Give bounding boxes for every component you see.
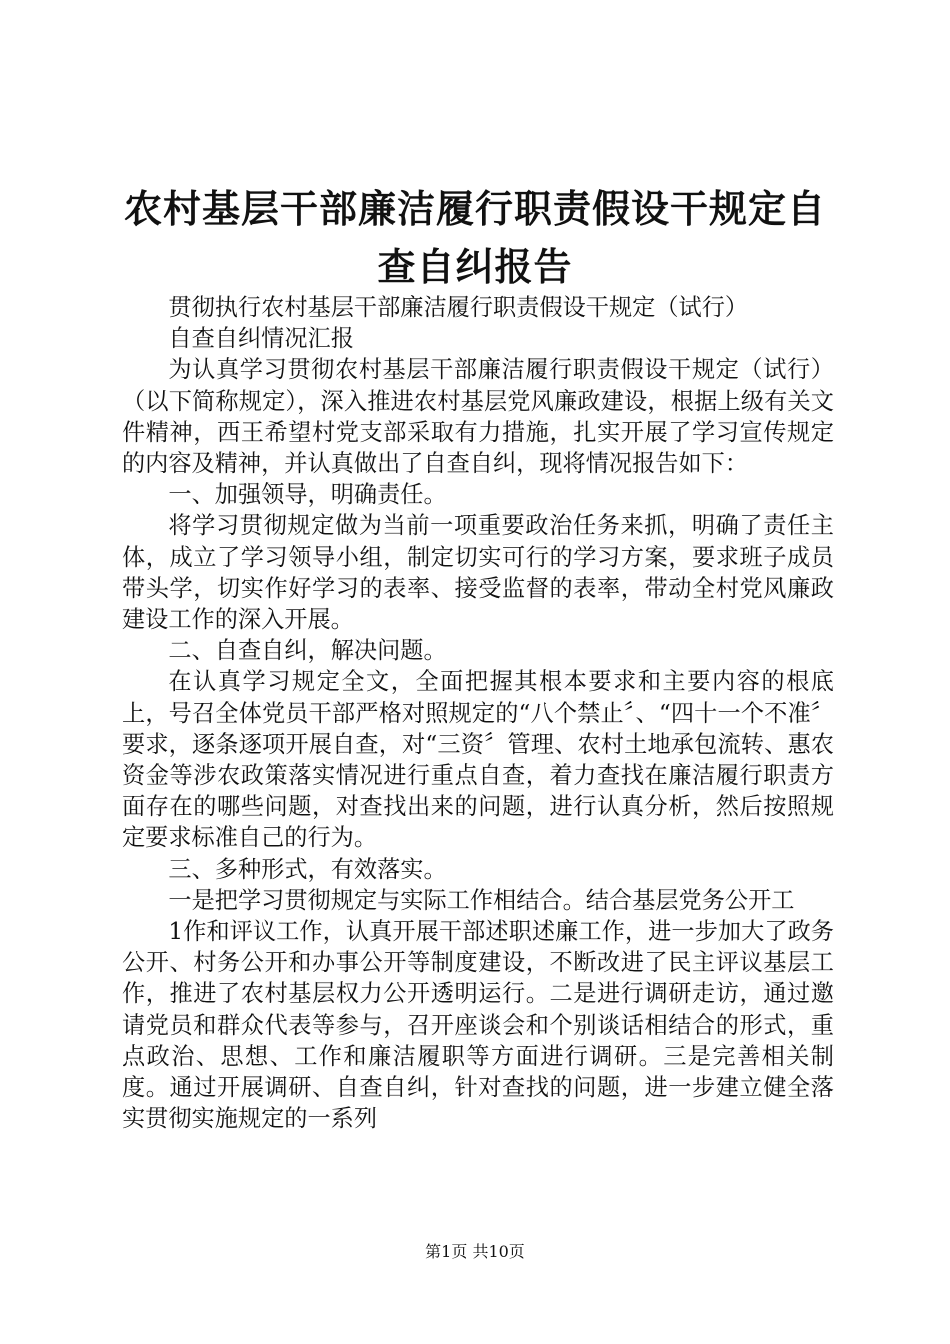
page-footer: 第1页 共10页	[425, 1242, 525, 1261]
paragraph: 在认真学习规定全文，全面把握其根本要求和主要内容的根底上，号召全体党员干部严格对照规定的“八个禁止〞、“四十一个不准〞要求，逐条逐项开展自查，对“三资〞管理、农村土地承包流转、惠农资金等涉农政策落实情况进行重点自查，着力查找在廉洁履行职责方面存在的哪些问题，对查找出来的问题，进行认真分析，然后按照规定要求标准自己的行为。	[122, 668, 834, 852]
paragraph: 一是把学习贯彻规定与实际工作相结合。结合基层党务公开工	[168, 886, 795, 914]
document-body	[122, 292, 834, 1134]
paragraph: 贯彻执行农村基层干部廉洁履行职责假设干规定（试行）	[168, 294, 749, 321]
paragraph: 二、自查自纠，解决问题。	[168, 637, 447, 665]
paragraph: 为认真学习贯彻农村基层干部廉洁履行职责假设干规定（试行）（以下简称规定），深入推进农村基层党风廉政建设，根据上级有关文件精神，西王希望村党支部采取有力措施，扎实开展了学习宣传规定的内容及精神，并认真做出了自查自纠，现将情况报告如下：	[122, 356, 834, 478]
paragraph: 一、加强领导，明确责任。	[168, 481, 447, 509]
paragraph: 将学习贯彻规定做为当前一项重要政治任务来抓，明确了责任主体，成立了学习领导小组，制定切实可行的学习方案，要求班子成员带头学，切实作好学习的表率、接受监督的表率，带动全村党风廉政建设工作的深入开展。	[122, 512, 834, 634]
paragraph: 自查自纠情况汇报	[168, 325, 354, 353]
paragraph: 三、多种形式，有效落实。	[168, 855, 447, 883]
document-title: 农村基层干部廉洁履行职责假设干规定自查自纠报告	[123, 187, 826, 289]
paragraph: 1作和评议工作，认真开展干部述职述廉工作，进一步加大了政务公开、村务公开和办事公开等制度建设，不断改进了民主评议基层工作，推进了农村基层权力公开透明运行。二是进行调研走访，通过邀请党员和群众代表等参与，召开座谈会和个别谈话相结合的形式，重点政治、思想、工作和廉洁履职等方面进行调研。三是完善相关制度。通过开展调研、自查自纠，针对查找的问题，进一步建立健全落实贯彻实施规定的一系列	[122, 918, 834, 1133]
